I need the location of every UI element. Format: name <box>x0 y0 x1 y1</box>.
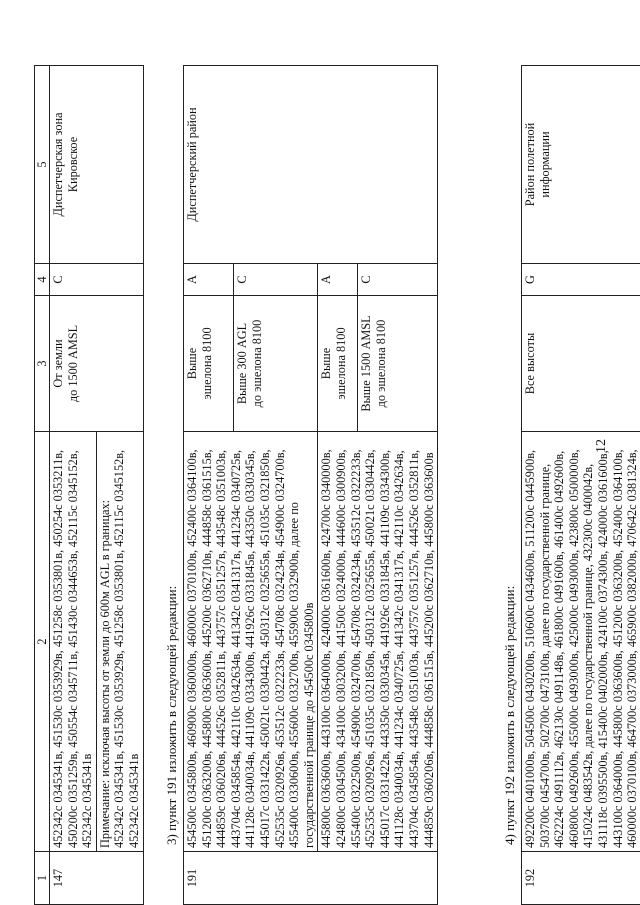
coord-line: 452342с 0345341в <box>80 753 95 848</box>
altitude-line: эшелона 8100 <box>199 327 214 400</box>
table-row <box>50 66 97 905</box>
table-continuation <box>34 65 144 905</box>
header-col-2: 2 <box>35 432 50 852</box>
coord-line: 452535с 0320926в, 451035с 0321850в, 450312с 0325655в, 450021с 0330442в, <box>363 449 378 848</box>
altitude-line: до эшелона 8100 <box>249 319 264 408</box>
zone-line: Диспетчерская зона <box>51 112 65 217</box>
coord-line: 443704с 0345854в, 442110с 0342634в, 441342с 0341317в, 441234с 0340725в, <box>228 449 243 848</box>
table-row-192 <box>521 65 640 905</box>
altitude-line: до 1500 AMSL <box>65 324 80 403</box>
altitude-line: Выше <box>319 347 334 380</box>
zone-name <box>522 66 640 264</box>
header-col-3: 3 <box>35 296 50 432</box>
zone-line: информации <box>537 131 552 198</box>
altitude-line: Выше 1500 AMSL <box>359 315 374 412</box>
coord-line: 462224с 0491112в, 462130с 0491148в, 461800с 0491600в, 461400с 0492600в, <box>552 450 567 848</box>
header-col-1: 1 <box>35 852 50 905</box>
airspace-class: C <box>358 264 438 296</box>
zone-line: Район полетной <box>523 122 537 207</box>
coord-line: 424800с 0304500в, 434100с 0303200в, 441500с 0324000в, 444600с 0300900в, <box>333 449 348 848</box>
altitude-line: Выше <box>185 347 199 380</box>
header-col-5: 5 <box>35 66 50 264</box>
altitude-range <box>318 296 358 432</box>
note-cell <box>96 432 143 852</box>
row-number: 191 <box>184 852 438 905</box>
altitude-range <box>50 296 144 432</box>
coord-line: 431118с 0395500в, 415400с 0402000в, 424100с 0374300в, 424000с 0361600в, <box>595 450 610 848</box>
coord-line: 415024с 0483542в, далее по государственной границе, 432300с 0400042в, <box>581 463 596 848</box>
table-row-191 <box>183 65 438 905</box>
section-3-heading: 3) пункт 191 изложить в следующей редакции: <box>164 585 179 845</box>
boundary-coordinates <box>522 432 640 852</box>
zone-name: Диспетчерский район <box>184 66 438 264</box>
altitude-line: От земли <box>51 339 65 388</box>
airspace-class: A <box>184 264 234 296</box>
coord-line: государственной границе до 454500с 0345800в <box>301 602 316 848</box>
coord-line: 460000с 0370100в, 464700с 0373000в, 465900с 0382000в, 470642с 0381324в, <box>625 449 640 848</box>
coord-line: 503700с 0454700в, 502700с 0473100в, далее по государственной границе, <box>537 463 552 848</box>
coord-line: 444859с 0360206в, 444858с 0361515в, 445200с 0362710в, 445800с 0363600в <box>421 452 436 848</box>
airspace-class: C <box>234 264 318 296</box>
altitude-range <box>358 296 438 432</box>
header-col-4: 4 <box>35 264 50 296</box>
coord-line: 441128с 0340034в, 441109с 0334300в, 441926с 0331845в, 443350с 0330345в, <box>243 450 258 848</box>
coord-line: 455400с 0330600в, 455600с 0332700в, 455900с 0332900в, далее по <box>287 502 302 848</box>
altitude-range: Все высоты <box>522 296 640 432</box>
airspace-class: A <box>318 264 358 296</box>
boundary-coordinates <box>50 432 97 852</box>
coord-line: 492200с 0401000в, 504500с 0430200в, 510600с 0434600в, 511200с 0445900в, <box>523 449 537 848</box>
table-header-row <box>35 66 50 905</box>
coord-line: 445017с 0331422в, 450021с 0330442в, 450312с 0325655в, 451035с 0321850в, <box>257 449 272 848</box>
row-number: 147 <box>50 852 144 905</box>
row-number: 192 <box>522 852 640 905</box>
boundary-coordinates <box>318 432 438 852</box>
boundary-coordinates <box>184 432 318 852</box>
coord-line: 443704с 0345854в, 443548с 0351003в, 443757с 0351257в, 444526с 0352811в, <box>406 449 421 848</box>
coord-line: 451200с 0363200в, 445800с 0363600в, 445200с 0362710в, 444858с 0361515в, <box>199 449 214 848</box>
altitude-range <box>234 296 318 432</box>
zone-line: Кировское <box>65 136 80 193</box>
airspace-class: C <box>50 264 144 296</box>
coord-line: 441128с 0340034в, 441234с 0340725в, 441342с 0341317в, 442110с 0342634в, <box>392 450 407 848</box>
coord-line: 455400с 0322500в, 454900с 0324700в, 454708с 0324234в, 453512с 0322233в, <box>348 449 363 848</box>
table-row <box>522 66 640 905</box>
table-row <box>184 66 234 905</box>
coord-line: 443100с 0364000в, 445800с 0363600в, 451200с 0363200в, 452400с 0364100в, <box>610 449 625 848</box>
note-line: 452342с 0345341в <box>126 753 141 848</box>
page-number: 12 <box>594 439 609 453</box>
coord-line: 452342с 0345341в, 451530с 0353929в, 451258с 0353801в, 450254с 0353211в, <box>51 449 65 848</box>
note-line: 452342с 0345341в, 451530с 0353929в, 451258с 0353801в, 452115с 0345152в, <box>112 449 127 848</box>
coord-line: 450200с 0351259в, 450554с 0345711в, 451430с 0344653в, 452115с 0345152в, <box>65 450 80 848</box>
coord-line: 445800с 0363600в, 443100с 0364000в, 424000с 0361600в, 424700с 0340000в, <box>319 449 334 848</box>
airspace-class: G <box>522 264 640 296</box>
altitude-line: эшелона 8100 <box>333 327 348 400</box>
coord-line: 452535с 0320926в, 453512с 0322233в, 454708с 0324234в, 454900с 0324700в, <box>272 449 287 848</box>
section-4-heading: 4) пункт 192 изложить в следующей редакции: <box>502 585 517 845</box>
altitude-line: Выше 300 AGL <box>235 322 249 405</box>
altitude-line: до эшелона 8100 <box>373 319 388 408</box>
altitude-range <box>184 296 234 432</box>
note-line: Примечание: исключая высоты от земли до 600м AGL в границах: <box>97 499 112 848</box>
coord-line: 454500с 0345800в, 460900с 0360000в, 460000с 0370100в, 452400с 0364100в, <box>185 449 199 848</box>
coord-line: 444859с 0360206в, 444526с 0352811в, 443757с 0351257в, 443548с 0351003в, <box>214 449 229 848</box>
zone-name <box>50 66 144 264</box>
coord-line: 445017с 0331422в, 443350с 0330345в, 441926с 0331845в, 441109с 0334300в, <box>377 449 392 848</box>
coord-line: 460800с 0492600в, 455000с 0493000в, 425000с 0493000в, 423800с 0500000в, <box>566 449 581 848</box>
